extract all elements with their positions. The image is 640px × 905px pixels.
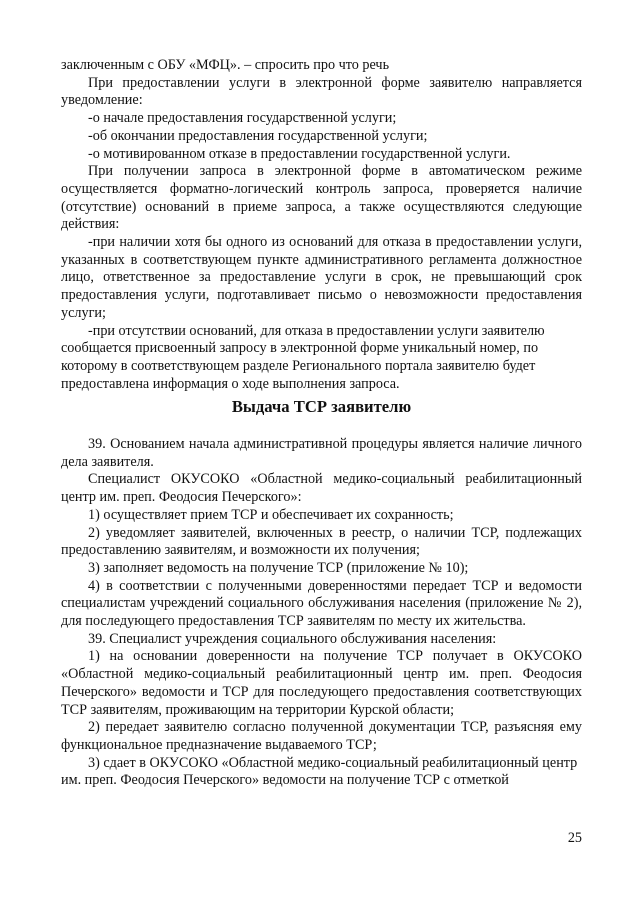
paragraph: 2) уведомляет заявителей, включенных в реестр, о наличии ТСР, подлежащих предоставлению заявителям, и возможности их получения; bbox=[61, 524, 582, 559]
paragraph: При получении запроса в электронной форме в автоматическом режиме осуществляется форматно-логический контроль запроса, проверяется наличие (отсутствие) оснований в приеме запроса, а также осуществляются следующие действия: bbox=[61, 163, 582, 233]
paragraph: 39. Основанием начала административной процедуры является наличие личного дела заявителя. bbox=[61, 436, 582, 470]
section-heading: Выдача ТСР заявителю bbox=[231, 397, 412, 416]
paragraph: 2) передает заявителю согласно полученной документации ТСР, разъясняя ему функциональное предназначение выдаваемого ТСР; bbox=[61, 719, 582, 753]
paragraph: 4) в соответствии с полученными доверенностями передает ТСР и ведомости специалистам учреждений социального обслуживания населения (приложение № 2), для последующего предоставления ТСР заявителям по месту их жительства. bbox=[61, 577, 582, 630]
paragraph: заключенным с ОБУ «МФЦ». – спросить про что речь bbox=[61, 57, 390, 73]
text-block-top bbox=[61, 57, 582, 393]
paragraph: 1) на основании доверенности на получение ТСР получает в ОКУСОКО «Областной медико-социальный реабилитационный центр им. преп. Феодосия Печерского» ведомости и ТСР для последующего предоставления соответствующих ТСР заявителям, проживающим на территории Курской области; bbox=[61, 648, 582, 718]
paragraph: -о мотивированном отказе в предоставлении государственной услуги. bbox=[88, 145, 511, 162]
page-number: 25 bbox=[567, 830, 582, 846]
paragraph: -об окончании предоставления государственной услуги; bbox=[88, 127, 428, 144]
paragraph: При предоставлении услуги в электронной форме заявителю направляется уведомление: bbox=[61, 74, 582, 109]
paragraph: Специалист ОКУСОКО «Областной медико-социальный реабилитационный центр им. преп. Феодосия Печерского»: bbox=[61, 471, 582, 506]
paragraph: 3) сдает в ОКУСОКО «Областной медико-социальный реабилитационный центр им. преп. Феодосия Печерского» ведомости на получение ТСР с отметкой bbox=[61, 754, 578, 789]
paragraph: -при наличии хотя бы одного из оснований для отказа в предоставлении услуги, указанных в соответствующем пункте административного регламента должностное лицо, ответственное за предоставление услуги в срок, не превышающий срок предоставления услуги, подготавливает письмо о невозможности предоставления услуги; bbox=[61, 234, 582, 321]
paragraph: -о начале предоставления государственной услуги; bbox=[88, 110, 397, 127]
paragraph: 39. Специалист учреждения социального обслуживания населения: bbox=[88, 630, 497, 647]
paragraph: -при отсутствии оснований, для отказа в предоставлении услуги заявителю сообщается присвоенный запросу в электронной форме уникальный номер, по которому в соответствующем разделе Регионального портала заявителю будет предоставлена информация о ходе выполнения запроса. bbox=[61, 322, 545, 392]
paragraph: 1) осуществляет прием ТСР и обеспечивает их сохранность; bbox=[88, 506, 454, 523]
text-block-bottom bbox=[61, 436, 582, 790]
paragraph: 3) заполняет ведомость на получение ТСР (приложение № 10); bbox=[88, 559, 469, 576]
